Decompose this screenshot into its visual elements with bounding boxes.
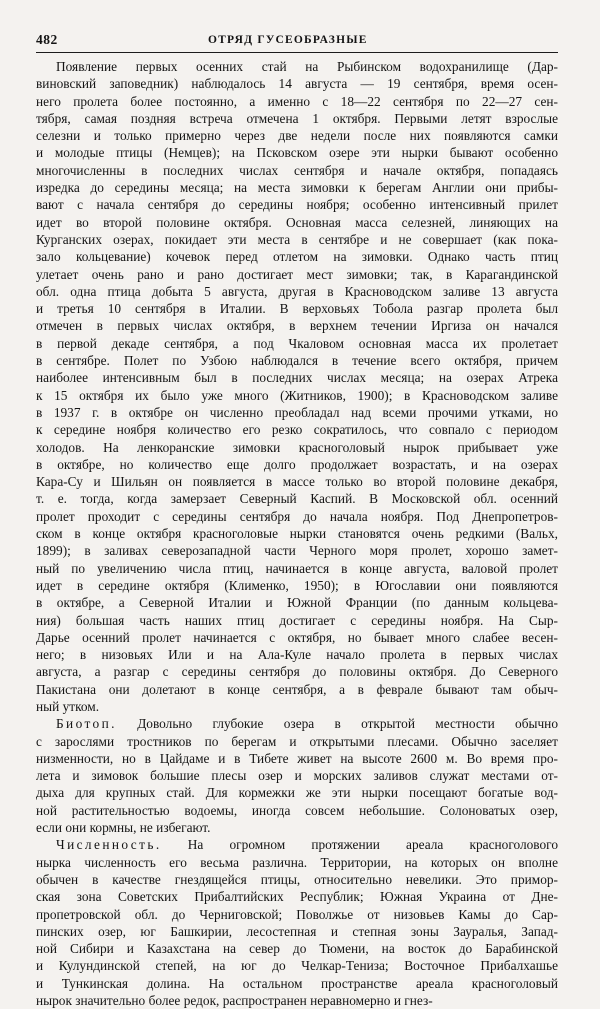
text-line: изредка до середины месяца; на места зимовки к берегам Англии они прибы- bbox=[36, 180, 558, 196]
text-line: идет в середине октября (Клименко, 1950); в Югославии они появляются bbox=[36, 577, 558, 593]
text-line bbox=[36, 715, 558, 732]
text-line: ной растительностью водоемы, иногда совсем небольшие. Солоноватых озер, bbox=[36, 802, 558, 818]
text-line: Курганских озерах, покидает эти места в сентябре и не совершает (как пока- bbox=[36, 231, 558, 247]
paragraph bbox=[36, 58, 558, 715]
text-line: и третья 10 сентября в Италии. В верховьях Тобола разгар пролета был bbox=[36, 301, 558, 317]
text-line: низменности, но в Цайдаме и в Тибете живет на высоте 2600 м. Во время про- bbox=[36, 750, 558, 766]
text-line: ском в конце октября красноголовые нырки становятся очень редкими (Вальх, bbox=[36, 526, 558, 542]
line-text: Довольно глубокие озера в открытой местности обычно bbox=[116, 716, 558, 732]
paragraph bbox=[36, 836, 558, 1009]
text-line: ный утком. bbox=[36, 698, 100, 714]
section-lead: Численность. bbox=[56, 837, 162, 853]
text-line: и Кулундинской степей, на юг до Челкар-Тениза; Восточное Прибалхашье bbox=[36, 958, 558, 974]
text-line: виновский заповедник) наблюдалось 14 августа — 19 сентября, время осен- bbox=[36, 76, 558, 92]
text-line: в первой декаде сентября, а под Чкаловом основная масса их пролетает bbox=[36, 335, 558, 351]
section-lead: Биотоп. bbox=[56, 716, 117, 732]
text-line: ный по увеличению числа птиц, начинается в конце августа, валовой пролет bbox=[36, 560, 558, 576]
text-line: пинских озер, юг Башкирии, лесостепная и степная зоны Зауралья, Запад- bbox=[36, 923, 558, 939]
text-line: него пролета более постоянно, а именно с 18—22 сентября по 22—27 сен- bbox=[36, 93, 558, 109]
page-number: 482 bbox=[36, 32, 58, 47]
text-line: многочисленны в последних числах сентября и начале октября, попадаясь bbox=[36, 162, 558, 178]
paragraph bbox=[36, 715, 558, 836]
text-line: ния) большая часть наших птиц достигает с середины ноября. На Сыр- bbox=[36, 612, 558, 628]
body-text bbox=[36, 58, 558, 1009]
text-line: в сентябре. Полет по Узбою наблюдался в течение всего октября, причем bbox=[36, 353, 558, 369]
text-line: Пакистана они долетают в конце сентября, а в феврале бывают там обыч- bbox=[36, 681, 558, 697]
page-header bbox=[36, 30, 558, 53]
text-line: т. е. тогда, когда замерзает Северный Каспий. В Московской обл. осенний bbox=[36, 491, 558, 507]
text-line: зало кольцевание) кочевок перед отлетом на зимовки. Однако часть птиц bbox=[36, 249, 558, 265]
text-line: Дарье осенний пролет начинается с октября, но бывает много слабее весен- bbox=[36, 629, 558, 645]
text-line: Появление первых осенних стай на Рыбинском водохранилище (Дар- bbox=[56, 59, 558, 74]
text-line bbox=[36, 836, 558, 853]
text-line: нырок значительно более редок, распространен неравномерно и гнез- bbox=[36, 993, 433, 1009]
text-line: наиболее интенсивным был в последних числах месяца; на озерах Атрека bbox=[36, 370, 558, 386]
line-text: На огромном протяжении ареала красноголового bbox=[161, 837, 558, 853]
text-line: в 1937 г. в октябре он численно преобладал над всеми прочими утками, но bbox=[36, 404, 558, 420]
text-line: вают с начала сентября до середины ноября; особенно интенсивный прилет bbox=[36, 197, 558, 213]
text-line: и молодые птицы (Немцев); на Псковском озере эти нырки бывают особенно bbox=[36, 145, 558, 161]
text-line: обл. одна птица добыта 5 августа, другая в Красноводском заливе 13 августа bbox=[36, 283, 558, 299]
text-line: отмечен в первых числах октября, в верхнем течении Иргиза он начался bbox=[36, 318, 558, 334]
text-line: холодов. На ленкоранские зимовки красноголовый нырок прибывает уже bbox=[36, 439, 558, 455]
text-line: улетает очень рано и рано достигает мест зимовки; так, в Карагандинской bbox=[36, 266, 558, 282]
text-line: в октябре, а Северной Италии и Южной Франции (по данным кольцева- bbox=[36, 595, 558, 611]
text-line: с зарослями тростников по берегам и открытыми плесами. Обычно заселяет bbox=[36, 733, 558, 749]
text-line: Кара-Су и Шильян он появляется в массе только во второй половине декабря, bbox=[36, 474, 558, 490]
text-line: пропетровской обл. до Черниговской; Поволжье от низовьев Камы до Сар- bbox=[36, 906, 558, 922]
text-line: к середине ноября количество его резко сократилось, что совпало с периодом bbox=[36, 422, 558, 438]
text-line: и Тункинская долина. На остальном пространстве ареала красноголовый bbox=[36, 975, 558, 991]
text-line: к 15 октября их было уже много (Житников, 1900); в Красноводском заливе bbox=[36, 387, 558, 403]
text-line: него; в низовьях Или и на Ала-Куле начало пролета в первых числах bbox=[36, 647, 558, 663]
text-line: селезни и только примерно через две недели после них появляются самки bbox=[36, 128, 558, 144]
text-line: идет во второй половине октября. Основная масса селезней, линяющих на bbox=[36, 214, 558, 230]
text-line: пролет проходит с середины сентября до начала ноября. Под Днепропетров- bbox=[36, 508, 558, 524]
text-line: августа, а разгар с середины сентября до половины октября. До Северного bbox=[36, 664, 558, 680]
text-line: ной Сибири и Казахстана на север до Тюмени, на восток до Барабинской bbox=[36, 941, 558, 957]
text-line: обычен в качестве гнездящейся птицы, относительно невелики. Это примор- bbox=[36, 871, 558, 887]
text-line: нырка численность его весьма различна. Территории, на которых он вполне bbox=[36, 854, 558, 870]
text-line: лета и зимовок большие плесы озер и морских заливов служат местами от- bbox=[36, 768, 558, 784]
text-line: в октябре, но количество еще долго продолжает возрастать, и на озерах bbox=[36, 456, 558, 472]
text-line: дыха для крупных стай. Для кормежки же эти нырки посещают богатые вод- bbox=[36, 785, 558, 801]
running-title: ОТРЯД ГУСЕОБРАЗНЫЕ bbox=[208, 34, 368, 46]
text-line: 1899); в заливах северозападной части Черного моря пролет, хорошо замет- bbox=[36, 543, 558, 559]
text-line: если они кормны, не избегают. bbox=[36, 820, 211, 836]
text-line: тября, самая поздняя встреча отмечена 1 октября. Первыми летят взрослые bbox=[36, 110, 558, 126]
text-line: ская зона Советских Прибалтийских Республик; Южная Украина от Дне- bbox=[36, 889, 558, 905]
